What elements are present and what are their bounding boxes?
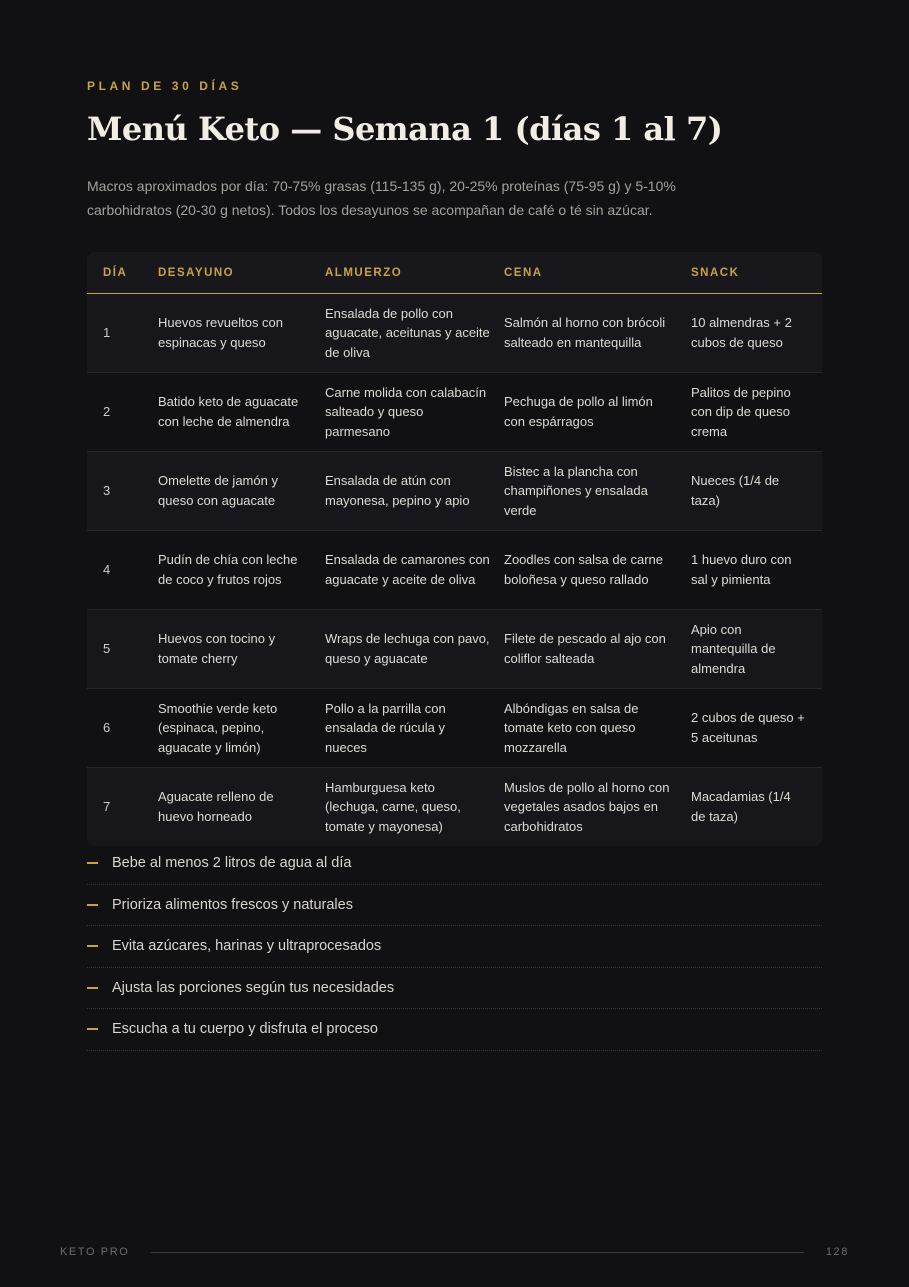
column-header-dinner: CENA (504, 252, 691, 294)
snack-cell: 2 cubos de queso + 5 aceitunas (691, 689, 822, 768)
weekly-menu-table (87, 252, 822, 846)
lunch-cell: Carne molida con calabacín salteado y queso parmesano (325, 373, 504, 452)
column-header-lunch: ALMUERZO (325, 252, 504, 294)
snack-cell: Macadamias (1/4 de taza) (691, 789, 791, 824)
table-row (87, 452, 822, 531)
day-cell: 4 (87, 531, 158, 610)
table-header-row (87, 252, 822, 294)
dash-bullet-icon (87, 945, 98, 947)
list-item (87, 926, 822, 968)
day-cell: 7 (103, 799, 111, 815)
breakfast-cell: Huevos revueltos con espinacas y queso (158, 294, 325, 373)
table-row (87, 689, 822, 768)
breakfast-cell: Aguacate relleno de huevo horneado (158, 789, 274, 824)
list-item (87, 968, 822, 1010)
table-row (87, 610, 822, 689)
dinner-cell: Bistec a la plancha con champiñones y ensalada verde (504, 452, 691, 531)
dinner-cell: Salmón al horno con brócoli salteado en mantequilla (504, 294, 691, 373)
column-header-breakfast: DESAYUNO (158, 252, 325, 294)
column-header-day: DÍA (87, 252, 158, 294)
tip-text: Bebe al menos 2 litros de agua al día (112, 855, 352, 872)
day-cell: 6 (87, 689, 158, 768)
table-row (87, 531, 822, 610)
list-item (87, 885, 822, 927)
dinner-cell: Muslos de pollo al horno con vegetales asados bajos en carbohidratos (504, 779, 670, 834)
lunch-cell: Hamburguesa keto (lechuga, carne, queso, tomate y mayonesa) (325, 779, 461, 834)
breakfast-cell: Omelette de jamón y queso con aguacate (158, 452, 325, 531)
dash-bullet-icon (87, 862, 98, 864)
column-header-snack: SNACK (691, 252, 822, 294)
lunch-cell: Wraps de lechuga con pavo, queso y aguacate (325, 610, 504, 689)
snack-cell: Nueces (1/4 de taza) (691, 452, 822, 531)
breakfast-cell: Batido keto de aguacate con leche de almendra (158, 373, 325, 452)
dinner-cell: Pechuga de pollo al limón con espárragos (504, 373, 691, 452)
table-row (87, 294, 822, 373)
snack-cell: 10 almendras + 2 cubos de queso (691, 294, 822, 373)
page-number: 128 (825, 1246, 849, 1258)
list-item (87, 843, 822, 885)
dinner-cell: Filete de pescado al ajo con coliflor salteada (504, 610, 691, 689)
page-footer (60, 1243, 849, 1261)
intro-paragraph: Macros aproximados por día: 70-75% grasas (115-135 g), 20-25% proteínas (75-95 g) y 5-10% carbohidratos (20-30 g netos). Todos los desayunos se acompañan de café o té sin azúcar. (87, 178, 676, 218)
day-cell: 5 (87, 610, 158, 689)
tip-text: Evita azúcares, harinas y ultraprocesados (112, 938, 382, 955)
footer-divider (151, 1252, 803, 1253)
dash-bullet-icon (87, 987, 98, 989)
tips-list (87, 843, 822, 1051)
dash-bullet-icon (87, 1028, 98, 1030)
tip-text: Escucha a tu cuerpo y disfruta el proceso (112, 1021, 378, 1038)
lunch-cell: Ensalada de atún con mayonesa, pepino y apio (325, 452, 504, 531)
tip-text: Ajusta las porciones según tus necesidades (112, 979, 395, 996)
table-row (87, 768, 822, 847)
section-eyebrow: PLAN DE 30 DÍAS (87, 79, 243, 93)
dinner-cell: Zoodles con salsa de carne boloñesa y queso rallado (504, 531, 691, 610)
day-cell: 2 (87, 373, 158, 452)
breakfast-cell: Huevos con tocino y tomate cherry (158, 610, 325, 689)
snack-cell: Palitos de pepino con dip de queso crema (691, 373, 822, 452)
breakfast-cell: Pudín de chía con leche de coco y frutos rojos (158, 531, 325, 610)
dash-bullet-icon (87, 904, 98, 906)
lunch-cell: Ensalada de pollo con aguacate, aceitunas y aceite de oliva (325, 294, 504, 373)
day-cell: 3 (87, 452, 158, 531)
tip-text: Prioriza alimentos frescos y naturales (112, 896, 353, 913)
breakfast-cell: Smoothie verde keto (espinaca, pepino, aguacate y limón) (158, 689, 325, 768)
snack-cell: Apio con mantequilla de almendra (691, 610, 822, 689)
footer-brand: KETO PRO (60, 1246, 130, 1258)
dinner-cell: Albóndigas en salsa de tomate keto con queso mozzarella (504, 689, 691, 768)
lunch-cell: Pollo a la parrilla con ensalada de rúcula y nueces (325, 689, 504, 768)
page-title: Menú Keto — Semana 1 (días 1 al 7) (87, 110, 723, 148)
day-cell: 1 (87, 294, 158, 373)
list-item (87, 1009, 822, 1051)
lunch-cell: Ensalada de camarones con aguacate y aceite de oliva (325, 531, 504, 610)
snack-cell: 1 huevo duro con sal y pimienta (691, 531, 822, 610)
table-row (87, 373, 822, 452)
